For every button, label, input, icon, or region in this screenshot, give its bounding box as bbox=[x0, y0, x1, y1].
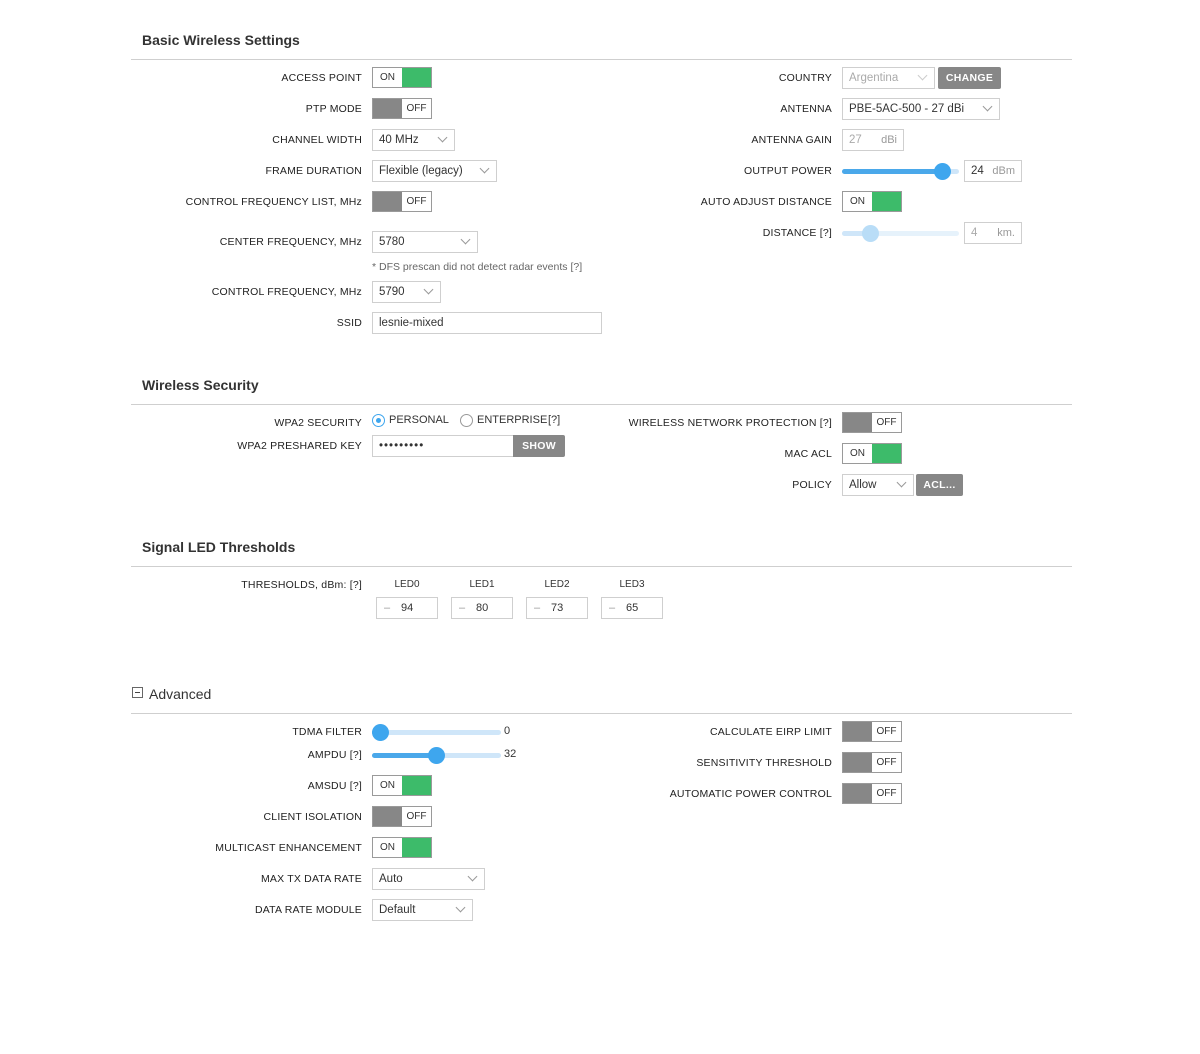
center-freq-select[interactable] bbox=[372, 231, 478, 253]
led0-value: 94 bbox=[401, 602, 414, 614]
channel-width-value: 40 MHz bbox=[379, 134, 419, 146]
channel-width-label: CHANNEL WIDTH bbox=[272, 134, 362, 146]
toggle-state-text: OFF bbox=[406, 811, 427, 822]
ssid-value: lesnie-mixed bbox=[379, 317, 444, 329]
personal-radio-label[interactable]: PERSONAL bbox=[389, 414, 449, 426]
dfs-note: * DFS prescan did not detect radar events [?] bbox=[372, 261, 583, 273]
toggle-knob bbox=[402, 68, 431, 87]
antenna-gain-value: 27 bbox=[849, 134, 862, 146]
toggle-state-text: OFF bbox=[876, 417, 897, 428]
led0-input[interactable] bbox=[376, 597, 438, 619]
data-rate-module-value: Default bbox=[379, 904, 416, 916]
mac-acl-label: MAC ACL bbox=[784, 448, 832, 460]
chevron-down-icon bbox=[438, 133, 448, 143]
slider-thumb[interactable] bbox=[934, 163, 951, 180]
ssid-input[interactable] bbox=[372, 312, 602, 334]
led2-label: LED2 bbox=[544, 579, 570, 590]
show-key-button[interactable]: SHOW bbox=[513, 435, 565, 457]
toggle-knob bbox=[373, 807, 402, 826]
chevron-down-icon bbox=[456, 903, 466, 913]
led0-label: LED0 bbox=[394, 579, 420, 590]
frame-duration-value: Flexible (legacy) bbox=[379, 165, 463, 177]
antenna-gain-unit: dBi bbox=[881, 134, 897, 146]
toggle-knob bbox=[402, 838, 431, 857]
country-select[interactable] bbox=[842, 67, 935, 89]
network-protection-label: WIRELESS NETWORK PROTECTION [?] bbox=[628, 417, 832, 429]
toggle-state-text: ON bbox=[850, 448, 865, 459]
distance-input[interactable] bbox=[964, 222, 1022, 244]
chevron-down-icon bbox=[424, 285, 434, 295]
change-country-button[interactable]: CHANGE bbox=[938, 67, 1001, 89]
control-freq-list-toggle[interactable] bbox=[372, 191, 432, 212]
toggle-state-text: ON bbox=[380, 842, 395, 853]
led1-label: LED1 bbox=[469, 579, 495, 590]
toggle-state-text: ON bbox=[380, 72, 395, 83]
output-power-input[interactable] bbox=[964, 160, 1022, 182]
toggle-knob bbox=[872, 444, 901, 463]
toggle-knob bbox=[843, 722, 872, 741]
auto-adjust-distance-toggle[interactable] bbox=[842, 191, 902, 212]
enterprise-radio-label[interactable]: ENTERPRISE bbox=[477, 414, 548, 426]
wpa2-help-link[interactable]: [?] bbox=[548, 414, 561, 426]
toggle-state-text: ON bbox=[850, 196, 865, 207]
toggle-state-text: OFF bbox=[876, 788, 897, 799]
toggle-knob bbox=[872, 192, 901, 211]
ptp-mode-toggle[interactable] bbox=[372, 98, 432, 119]
ampdu-value: 32 bbox=[504, 748, 517, 760]
wpa2-key-label: WPA2 PRESHARED KEY bbox=[237, 440, 362, 452]
wpa2-security-label: WPA2 SECURITY bbox=[274, 417, 362, 429]
advanced-title[interactable]: Advanced bbox=[149, 686, 212, 702]
slider-thumb[interactable] bbox=[862, 225, 879, 242]
antenna-select[interactable] bbox=[842, 98, 1000, 120]
slider-fill bbox=[372, 753, 437, 758]
led2-input[interactable] bbox=[526, 597, 588, 619]
auto-power-label: AUTOMATIC POWER CONTROL bbox=[669, 788, 832, 800]
slider-fill bbox=[842, 169, 943, 174]
basic-settings-divider bbox=[131, 59, 1072, 60]
led3-value: 65 bbox=[626, 602, 639, 614]
calc-eirp-toggle[interactable] bbox=[842, 721, 902, 742]
wpa2-key-input[interactable] bbox=[372, 435, 514, 457]
country-label: COUNTRY bbox=[778, 72, 832, 84]
thresholds-label: THRESHOLDS, dBm: [?] bbox=[241, 579, 362, 591]
output-power-unit: dBm bbox=[992, 165, 1015, 177]
chevron-down-icon bbox=[461, 235, 471, 245]
distance-label: DISTANCE [?] bbox=[762, 227, 832, 239]
slider-thumb[interactable] bbox=[372, 724, 389, 741]
ampdu-slider[interactable] bbox=[372, 753, 501, 758]
auto-power-toggle[interactable] bbox=[842, 783, 902, 804]
advanced-divider bbox=[131, 713, 1072, 714]
control-freq-label: CONTROL FREQUENCY, MHz bbox=[211, 286, 362, 298]
policy-label: POLICY bbox=[792, 479, 832, 491]
policy-value: Allow bbox=[849, 479, 877, 491]
ssid-label: SSID bbox=[336, 317, 362, 329]
policy-select[interactable] bbox=[842, 474, 914, 496]
control-freq-list-label: CONTROL FREQUENCY LIST, MHz bbox=[185, 196, 362, 208]
client-isolation-label: CLIENT ISOLATION bbox=[263, 811, 362, 823]
toggle-state-text: OFF bbox=[406, 196, 427, 207]
client-isolation-toggle[interactable] bbox=[372, 806, 432, 827]
chevron-down-icon bbox=[468, 872, 478, 882]
control-freq-select[interactable] bbox=[372, 281, 441, 303]
toggle-state-text: OFF bbox=[876, 757, 897, 768]
antenna-value: PBE-5AC-500 - 27 dBi bbox=[849, 103, 965, 115]
data-rate-module-label: DATA RATE MODULE bbox=[254, 904, 362, 916]
toggle-knob bbox=[373, 99, 402, 118]
wireless-security-divider bbox=[131, 404, 1072, 405]
distance-value: 4 bbox=[971, 227, 978, 239]
toggle-knob bbox=[402, 776, 431, 795]
data-rate-module-select[interactable] bbox=[372, 899, 473, 921]
toggle-knob bbox=[843, 753, 872, 772]
toggle-state-text: ON bbox=[380, 780, 395, 791]
chevron-down-icon bbox=[918, 71, 928, 81]
tdma-filter-value: 0 bbox=[504, 725, 511, 737]
toggle-knob bbox=[843, 413, 872, 432]
led-thresholds-title: Signal LED Thresholds bbox=[142, 539, 296, 555]
max-tx-rate-value: Auto bbox=[379, 873, 403, 885]
frame-duration-label: FRAME DURATION bbox=[265, 165, 362, 177]
access-point-toggle[interactable] bbox=[372, 67, 432, 88]
personal-radio[interactable] bbox=[372, 414, 385, 427]
amsdu-label: AMSDU [?] bbox=[307, 780, 362, 792]
output-power-slider[interactable] bbox=[842, 169, 959, 174]
sensitivity-toggle[interactable] bbox=[842, 752, 902, 773]
country-value: Argentina bbox=[849, 72, 899, 84]
led-thresholds-divider bbox=[131, 566, 1072, 567]
toggle-knob bbox=[843, 784, 872, 803]
chevron-down-icon bbox=[897, 478, 907, 488]
antenna-label: ANTENNA bbox=[780, 103, 832, 115]
max-tx-rate-label: MAX TX DATA RATE bbox=[260, 873, 362, 885]
chevron-down-icon bbox=[480, 164, 490, 174]
led3-label: LED3 bbox=[619, 579, 645, 590]
max-tx-rate-select[interactable] bbox=[372, 868, 485, 890]
minus-sign: – bbox=[534, 602, 541, 614]
multicast-label: MULTICAST ENHANCEMENT bbox=[215, 842, 362, 854]
wpa2-key-value: ••••••••• bbox=[379, 440, 425, 452]
distance-unit: km. bbox=[997, 227, 1015, 239]
led2-value: 73 bbox=[551, 602, 564, 614]
toggle-state-text: OFF bbox=[876, 726, 897, 737]
minus-sign: – bbox=[459, 602, 466, 614]
minus-sign: – bbox=[384, 602, 391, 614]
antenna-gain-label: ANTENNA GAIN bbox=[751, 134, 832, 146]
acl-button[interactable]: ACL... bbox=[916, 474, 963, 496]
amsdu-toggle[interactable] bbox=[372, 775, 432, 796]
mac-acl-toggle[interactable] bbox=[842, 443, 902, 464]
tdma-filter-slider[interactable] bbox=[372, 730, 501, 735]
wireless-security-title: Wireless Security bbox=[142, 377, 259, 393]
network-protection-toggle[interactable] bbox=[842, 412, 902, 433]
led3-input[interactable] bbox=[601, 597, 663, 619]
frame-duration-select[interactable] bbox=[372, 160, 497, 182]
output-power-value: 24 bbox=[971, 165, 984, 177]
antenna-gain-input[interactable] bbox=[842, 129, 904, 151]
sensitivity-label: SENSITIVITY THRESHOLD bbox=[696, 757, 832, 769]
auto-adjust-distance-label: AUTO ADJUST DISTANCE bbox=[700, 196, 832, 208]
control-freq-value: 5790 bbox=[379, 286, 405, 298]
tdma-filter-label: TDMA FILTER bbox=[292, 726, 362, 738]
toggle-state-text: OFF bbox=[406, 103, 427, 114]
center-freq-label: CENTER FREQUENCY, MHz bbox=[219, 236, 362, 248]
multicast-toggle[interactable] bbox=[372, 837, 432, 858]
calc-eirp-label: CALCULATE EIRP LIMIT bbox=[709, 726, 832, 738]
ptp-mode-label: PTP MODE bbox=[305, 103, 362, 115]
access-point-label: ACCESS POINT bbox=[281, 72, 362, 84]
toggle-knob bbox=[373, 192, 402, 211]
slider-thumb[interactable] bbox=[428, 747, 445, 764]
center-freq-value: 5780 bbox=[379, 236, 405, 248]
distance-slider[interactable] bbox=[842, 231, 959, 236]
collapse-minus-icon[interactable] bbox=[132, 687, 143, 698]
led1-input[interactable] bbox=[451, 597, 513, 619]
ampdu-label: AMPDU [?] bbox=[307, 749, 362, 761]
basic-settings-title: Basic Wireless Settings bbox=[142, 32, 300, 48]
chevron-down-icon bbox=[983, 102, 993, 112]
enterprise-radio[interactable] bbox=[460, 414, 473, 427]
channel-width-select[interactable] bbox=[372, 129, 455, 151]
led1-value: 80 bbox=[476, 602, 489, 614]
minus-sign: – bbox=[609, 602, 616, 614]
output-power-label: OUTPUT POWER bbox=[744, 165, 832, 177]
